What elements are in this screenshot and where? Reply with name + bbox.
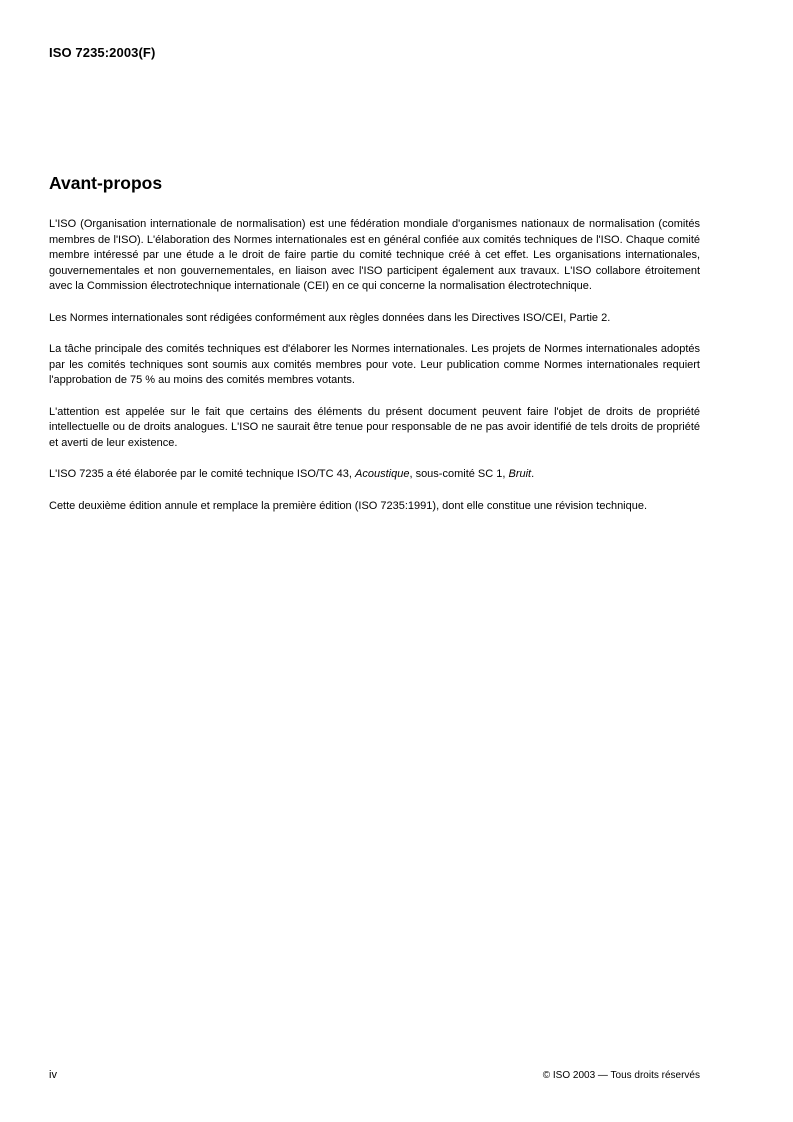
paragraph-edition-note: Cette deuxième édition annule et remplace la première édition (ISO 7235:1991), dont elle constitue une révision technique. [49,499,648,512]
paragraph-directives: Les Normes internationales sont rédigées conformément aux règles données dans les Directives ISO/CEI, Partie 2. [49,311,611,324]
copyright-notice: © ISO 2003 — Tous droits réservés [542,1070,700,1081]
document-header [49,45,700,60]
committee-attribution-text-3: . [531,468,535,480]
paragraph-patent-rights: L'attention est appelée sur le fait que certains des éléments du présent document peuvent faire l'objet de droits de propriété intellectuelle ou de droits analogues. L'ISO ne saurait être tenue pour responsable de ne pas avoir identifié de tels droits de propriété et averti de leur existence. [49,405,700,449]
committee-attribution-text-1: L'ISO 7235 a été élaborée par le comité technique ISO/TC 43, [49,468,356,480]
subcommittee-name-bruit: Bruit [508,468,532,480]
paragraph-committee-attribution [49,467,700,483]
page-number: iv [49,1069,57,1081]
paragraph-committee-task: La tâche principale des comités techniques est d'élaborer les Normes internationales. Les projets de Normes internationales adoptés par les comités techniques sont soumis aux comités membres pour vote. Leur publication comme Normes internationales requiert l'approbation de 75 % au moins des comités membres votants. [49,343,700,386]
document-id: ISO 7235:2003(F) [49,45,156,60]
committee-name-acoustique: Acoustique [355,468,410,480]
committee-attribution-text-2: , sous-comité SC 1, [409,468,509,480]
foreword-title: Avant-propos [49,173,163,193]
paragraph-iso-description: L'ISO (Organisation internationale de normalisation) est une fédération mondiale d'organismes nationaux de normalisation (comités membres de l'ISO). L'élaboration des Normes internationales est en général confiée aux comités techniques de l'ISO. Chaque comité membre intéressé par une étude a le droit de faire partie du comité technique créé à cet effet. Les organisations internationales, gouvernementales et non gouvernementales, en liaison avec l'ISO participent également aux travaux. L'ISO collabore étroitement avec la Commission électrotechnique internationale (CEI) en ce qui concerne la normalisation électrotechnique. [49,218,700,292]
page-footer [49,1069,700,1081]
